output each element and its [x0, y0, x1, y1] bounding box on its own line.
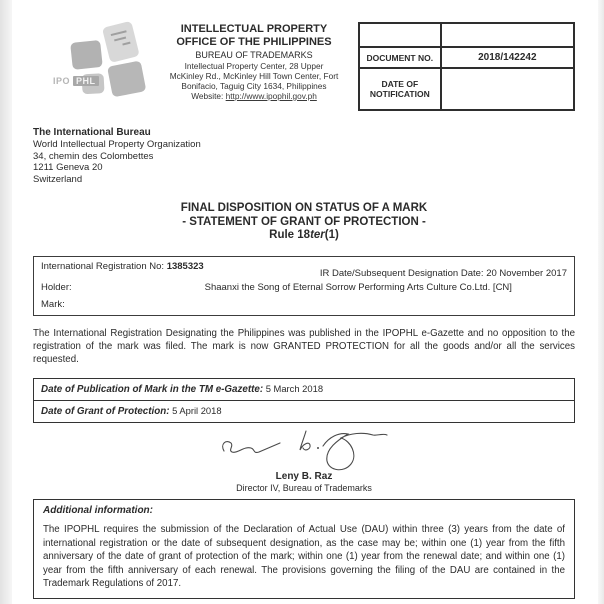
logo-sketch-line — [111, 30, 127, 36]
title-rule-line — [33, 229, 575, 243]
bureau-name: BUREAU OF TRADEMARKS — [195, 50, 313, 60]
ir-date — [320, 268, 567, 279]
addressee-country: Switzerland — [33, 173, 83, 185]
title-line2: - STATEMENT OF GRANT OF PROTECTION - — [182, 215, 426, 228]
website-line — [158, 91, 350, 102]
rule-prefix: Rule 18 — [269, 229, 311, 241]
logo-wordmark — [53, 76, 99, 86]
document-no-value: 2018/142242 — [441, 47, 574, 68]
logo-phl-text: PHL — [73, 76, 99, 86]
document-info-table — [358, 22, 575, 111]
doc-table-empty-value — [441, 23, 574, 47]
grant-date-value: 5 April 2018 — [172, 405, 222, 417]
date-of-notification-label: DATE OF NOTIFICATION — [359, 68, 441, 110]
additional-info-paragraph: The IPOPHL requires the submission of the Declaration of Actual Use (DAU) within three (3) years from the date of international registration or the date of subsequent designation, as the case may be; within one (1) year from the fifth anniversary of the date of grant of protection of the mark; within one (1) year from the renewal date; and within one (1) year from the fifth anniversary of each renewal. The provisions governing the filing of the DAU are contained in the Trademark Regulations of 2017. — [43, 524, 565, 590]
addressee-name: The International Bureau — [33, 127, 151, 138]
document-title — [33, 202, 575, 243]
ir-date-label: IR Date/Subsequent Designation Date: — [319, 267, 484, 279]
ir-no-value: 1385323 — [166, 260, 204, 272]
title-line1: FINAL DISPOSITION ON STATUS OF A MARK — [180, 202, 428, 214]
holder-label: Holder: — [41, 281, 72, 293]
signature-scribble — [217, 424, 392, 478]
signatory-title: Director IV, Bureau of Trademarks — [236, 483, 372, 494]
logo-squares — [66, 21, 153, 106]
ir-no-label: International Registration No: — [41, 260, 165, 272]
letterhead — [33, 20, 575, 111]
registration-row-irno — [41, 261, 567, 279]
office-address-line1: Intellectual Property Center, 28 Upper — [184, 61, 324, 71]
ipophl-logo — [33, 20, 158, 106]
signatory-name: Leny B. Raz — [275, 471, 333, 483]
addressee-city: 1211 Geneva 20 — [33, 162, 103, 173]
logo-ipo-text: IPO — [53, 76, 71, 86]
date-of-notification-value — [441, 68, 574, 110]
document-no-label: DOCUMENT NO. — [359, 47, 441, 68]
ir-no — [41, 261, 204, 272]
rule-suffix: (1) — [324, 229, 339, 241]
office-name-line2: OFFICE OF THE PHILIPPINES — [176, 36, 332, 48]
addressee-street: 34, chemin des Colombettes — [33, 150, 154, 162]
publication-date-value: 5 March 2018 — [265, 383, 324, 395]
grant-date-label: Date of Grant of Protection: — [41, 406, 170, 418]
status-paragraph: The International Registration Designating the Philippines was published in the IPOPHL e-Gazette and no opposition to the registration of the mark was filed. The mark is now GRANTED PROTECTION for all the goods and/or all the services requested. — [33, 327, 575, 366]
addressee-block — [33, 126, 575, 185]
ipophl-logo-mark — [53, 26, 155, 106]
grant-date-row — [34, 400, 574, 422]
dates-table — [33, 378, 575, 423]
office-address-line2: McKinley Rd., McKinley Hill Town Center, Fort — [169, 71, 339, 81]
logo-square-bottomright — [107, 60, 146, 97]
publication-date-label: Date of Publication of Mark in the TM e-Gazette: — [41, 384, 264, 396]
office-name-line1: INTELLECTUAL PROPERTY — [180, 23, 328, 35]
mark-label: Mark: — [41, 298, 65, 310]
logo-sketch-line — [114, 37, 126, 42]
logo-square-topleft — [70, 40, 103, 70]
holder-value: Shaanxi the Song of Eternal Sorrow Performing Arts Culture Co.Ltd. [CN] — [204, 281, 512, 293]
signature-block — [33, 424, 575, 494]
office-address-block — [158, 23, 350, 102]
website-link[interactable]: http://www.ipophil.gov.ph — [225, 91, 317, 101]
registration-box — [33, 256, 575, 316]
office-address-line3: Bonifacio, Taguig City 1634, Philippines — [181, 81, 327, 91]
rule-ter: ter — [310, 229, 325, 241]
addressee-org: World Intellectual Property Organization — [33, 139, 201, 150]
website-label: Website: — [191, 91, 224, 101]
publication-date-row — [34, 379, 574, 400]
registration-row-holder — [41, 282, 567, 293]
doc-table-empty-label — [359, 23, 441, 47]
logo-square-topright — [102, 21, 140, 63]
ir-date-value: 20 November 2017 — [486, 267, 567, 279]
logo-sketch-line — [122, 42, 130, 46]
additional-info-box — [33, 499, 575, 599]
registration-row-mark — [41, 299, 567, 310]
additional-info-heading: Additional information: — [43, 505, 153, 517]
